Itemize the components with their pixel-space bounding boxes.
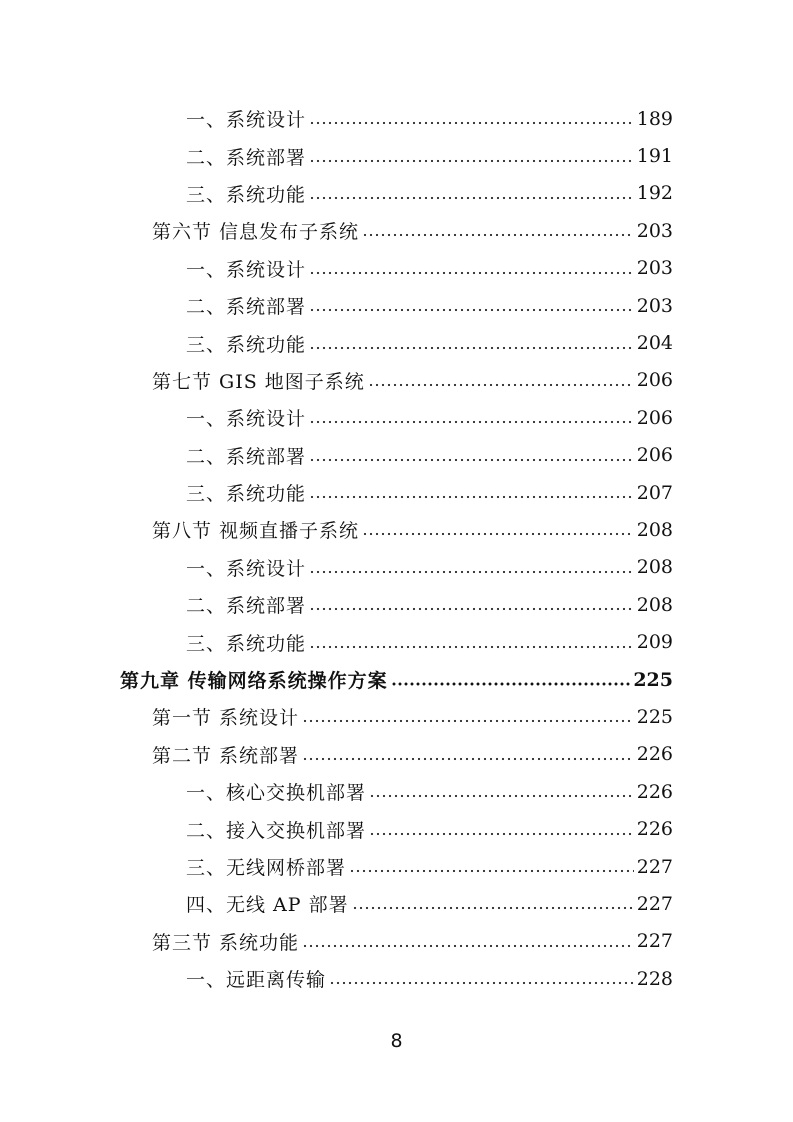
toc-entry-title: 三、无线网桥部署 <box>186 857 347 879</box>
dot-leader <box>349 857 634 876</box>
toc-entry-page-number: 208 <box>636 593 673 616</box>
dot-leader <box>309 483 634 502</box>
toc-entry-page-number: 207 <box>636 481 673 504</box>
toc-subsection-entry[interactable] <box>0 474 793 511</box>
dot-leader <box>368 371 634 390</box>
dot-leader <box>309 446 634 465</box>
toc-entry-page-number: 203 <box>636 257 673 280</box>
toc-entry-page-number: 225 <box>633 668 673 691</box>
toc-entry-title: 三、系统功能 <box>186 333 307 356</box>
toc-subsection-entry[interactable] <box>0 623 793 660</box>
toc-entry-page-number: 203 <box>636 219 673 242</box>
toc-subsection-entry[interactable] <box>0 960 793 997</box>
toc-entry-page-number: 206 <box>636 406 673 429</box>
toc-entry-title: 第三节 系统功能 <box>152 931 300 954</box>
dot-leader <box>309 408 634 427</box>
dot-leader <box>309 334 634 353</box>
toc-entry-page-number: 226 <box>636 780 673 803</box>
toc-subsection-entry[interactable] <box>0 773 793 810</box>
dot-leader <box>369 782 634 801</box>
toc-subsection-entry[interactable] <box>0 810 793 847</box>
toc-entry-page-number: 226 <box>636 818 673 841</box>
toc-entry-page-number: 227 <box>636 855 673 878</box>
dot-leader <box>309 633 634 652</box>
toc-entry-page-number: 227 <box>636 892 673 915</box>
dot-leader <box>362 520 634 539</box>
toc-entry-page-number: 226 <box>636 743 673 766</box>
toc-entry-title: 第八节 视频直播子系统 <box>152 520 360 543</box>
toc-subsection-entry[interactable] <box>0 137 793 174</box>
toc-section-entry[interactable] <box>0 736 793 773</box>
dot-leader <box>302 932 634 951</box>
toc-entry-title: 四、无线 AP 部署 <box>186 894 349 917</box>
toc-entry-title: 三、系统功能 <box>186 483 307 506</box>
dot-leader <box>391 670 631 689</box>
page-number: 8 <box>390 1030 403 1052</box>
toc-subsection-entry[interactable] <box>0 885 793 922</box>
toc-entry-page-number: 227 <box>636 930 673 953</box>
toc-subsection-entry[interactable] <box>0 437 793 474</box>
toc-entry-page-number: 206 <box>636 369 673 392</box>
dot-leader <box>309 184 634 203</box>
toc-subsection-entry[interactable] <box>0 549 793 586</box>
toc-entry-page-number: 189 <box>636 107 673 130</box>
dot-leader <box>309 259 634 278</box>
dot-leader <box>309 595 634 614</box>
toc-entry-title: 一、远距离传输 <box>186 969 327 992</box>
dot-leader <box>309 296 634 315</box>
toc-entry-page-number: 204 <box>636 332 673 355</box>
toc-entry-page-number: 192 <box>636 182 673 205</box>
toc-entry-title: 一、系统设计 <box>186 258 307 281</box>
toc-entry-title: 第二节 系统部署 <box>152 744 300 767</box>
toc-subsection-entry[interactable] <box>0 287 793 324</box>
toc-entry-title: 三、系统功能 <box>186 632 307 655</box>
toc-entry-title: 一、系统设计 <box>186 109 307 132</box>
dot-leader <box>369 820 634 839</box>
dot-leader <box>309 109 634 128</box>
dot-leader <box>362 221 634 240</box>
toc-entry-page-number: 225 <box>636 705 673 728</box>
dot-leader <box>329 969 634 988</box>
dot-leader <box>309 558 634 577</box>
toc-entry-page-number: 206 <box>636 444 673 467</box>
toc-entry-title: 二、系统部署 <box>186 296 307 319</box>
toc-entry-title: 第七节 GIS 地图子系统 <box>152 370 365 393</box>
toc-section-entry[interactable] <box>0 511 793 548</box>
toc-entry-page-number: 203 <box>636 294 673 317</box>
toc-subsection-entry[interactable] <box>0 100 793 137</box>
toc-entry-title: 二、系统部署 <box>186 445 307 468</box>
dot-leader <box>352 894 634 913</box>
toc-subsection-entry[interactable] <box>0 399 793 436</box>
toc-entry-title: 二、系统部署 <box>186 595 307 618</box>
toc-entry-page-number: 208 <box>636 556 673 579</box>
dot-leader <box>309 147 634 166</box>
toc-subsection-entry[interactable] <box>0 324 793 361</box>
toc-entry-page-number: 191 <box>636 145 673 168</box>
toc-entry-title: 二、接入交换机部署 <box>186 819 367 842</box>
toc-subsection-entry[interactable] <box>0 250 793 287</box>
toc-subsection-entry[interactable] <box>0 175 793 212</box>
toc-section-entry[interactable] <box>0 698 793 735</box>
toc-entry-page-number: 209 <box>636 631 673 654</box>
toc-entry-page-number: 208 <box>636 518 673 541</box>
toc-subsection-entry[interactable] <box>0 848 793 885</box>
toc-entry-title: 一、系统设计 <box>186 557 307 580</box>
toc-section-entry[interactable] <box>0 923 793 960</box>
dot-leader <box>302 707 634 726</box>
toc-entry-title: 第六节 信息发布子系统 <box>152 221 360 244</box>
toc-chapter-entry[interactable] <box>0 661 793 698</box>
toc-entry-title: 第九章 传输网络系统操作方案 <box>120 670 388 693</box>
dot-leader <box>302 745 634 764</box>
toc-entry-title: 第一节 系统设计 <box>152 707 300 730</box>
toc-entry-title: 一、核心交换机部署 <box>186 782 367 805</box>
toc-entry-title: 一、系统设计 <box>186 408 307 431</box>
toc-subsection-entry[interactable] <box>0 586 793 623</box>
toc-entry-title: 三、系统功能 <box>186 183 307 206</box>
toc-section-entry[interactable] <box>0 362 793 399</box>
toc-entry-title: 二、系统部署 <box>186 146 307 169</box>
table-of-contents <box>0 100 793 997</box>
toc-section-entry[interactable] <box>0 212 793 249</box>
toc-entry-page-number: 228 <box>636 967 673 990</box>
